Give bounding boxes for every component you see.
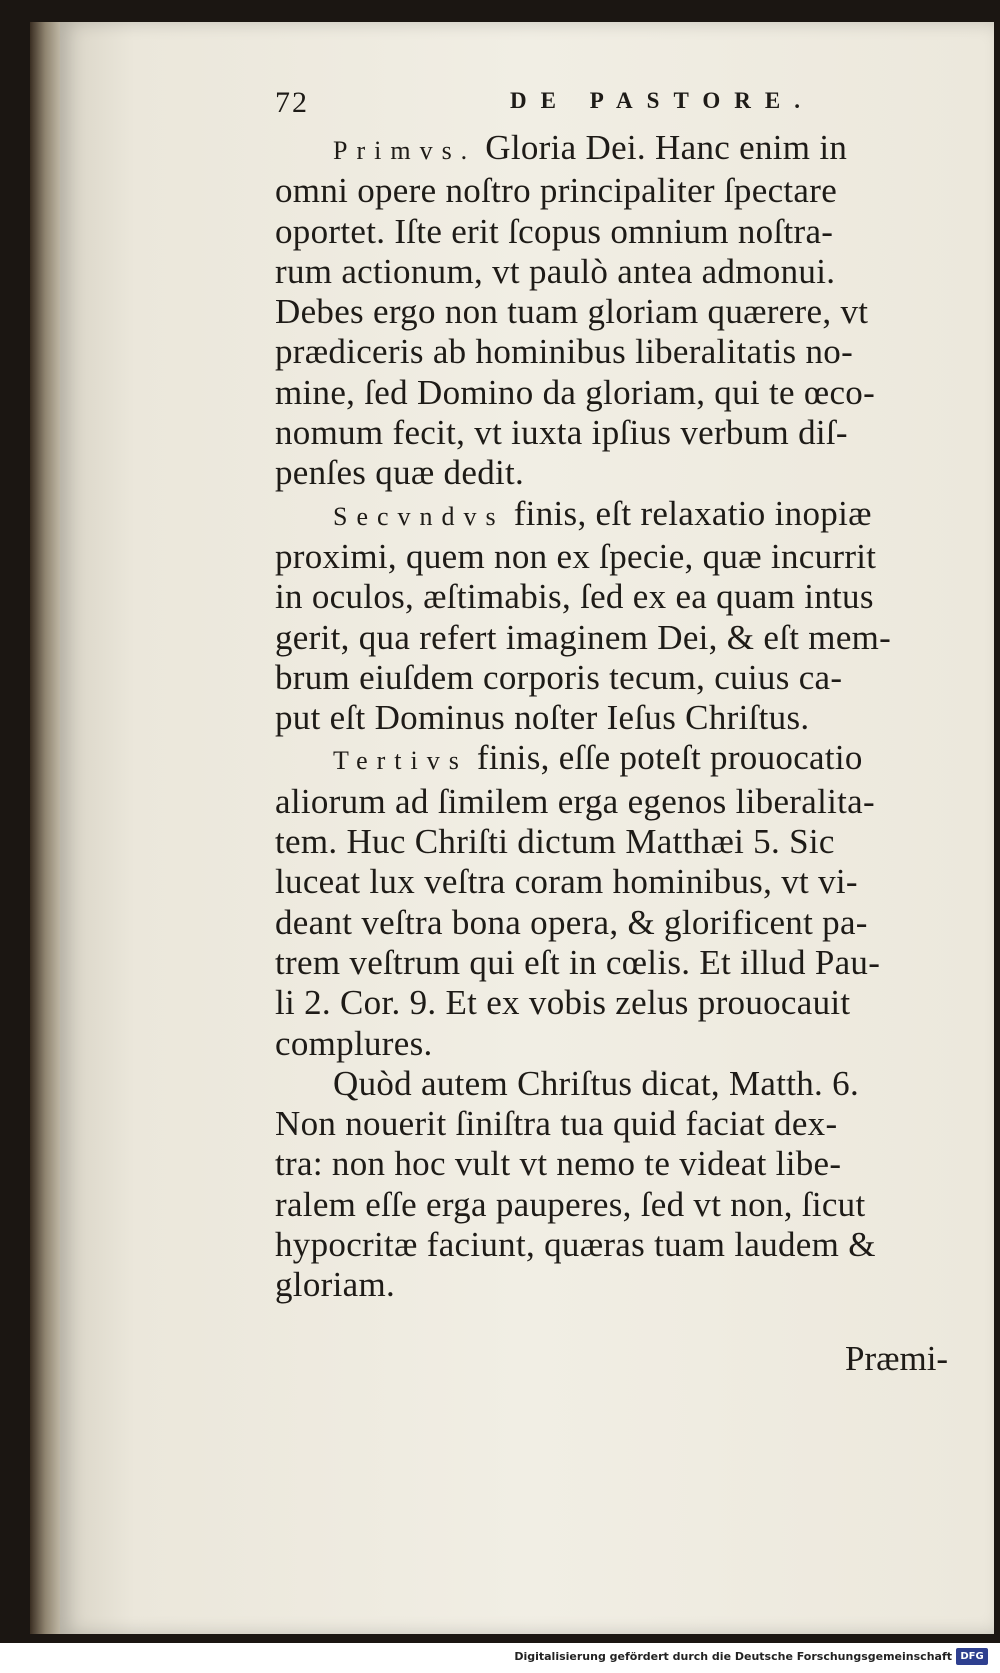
running-head (275, 86, 975, 128)
page-text-block (275, 86, 975, 1306)
line-text: finis, eſſe poteſt prouocatio (467, 738, 863, 778)
running-title: DE PASTORE. (510, 88, 814, 113)
text-line: rum actionum, vt paulò antea admonui. (275, 251, 836, 291)
text-line: trem veſtrum qui eſt in cœlis. Et illud Pau- (275, 942, 881, 982)
text-line: li 2. Cor. 9. Et ex vobis zelus prouocauit (275, 983, 851, 1023)
text-line: put eſt Dominus noſter Ieſus Chriſtus. (275, 698, 810, 738)
text-line (275, 494, 975, 537)
digitization-footer (0, 1643, 1000, 1673)
text-line: tem. Huc Chriſti dictum Matthæi 5. Sic (275, 822, 835, 862)
line-text: finis, eſt relaxatio inopiæ (504, 493, 872, 533)
text-line: omni opere noſtro principaliter ſpectare (275, 171, 838, 211)
text-line: penſes quæ dedit. (275, 453, 525, 493)
text-line: Quòd autem Chriſtus dicat, Matth. 6. (333, 1063, 860, 1103)
text-line: complures. (275, 1023, 433, 1063)
text-line: proximi, quem non ex ſpecie, quæ incurrit (275, 536, 877, 576)
text-line: Non nouerit ſiniſtra tua quid faciat dex- (275, 1104, 838, 1144)
small-caps-lead: Secvndvs (333, 501, 505, 531)
text-line: nomum fecit, vt iuxta ipſius verbum diſ- (275, 413, 848, 453)
body-text (275, 128, 975, 1306)
text-line: gloriam. (275, 1265, 396, 1305)
funding-credit: Digitalisierung gefördert durch die Deutsche Forschungsgemeinschaft (514, 1650, 952, 1663)
text-line: tra: non hoc vult vt nemo te videat libe- (275, 1144, 842, 1184)
small-caps-lead: Tertivs (333, 746, 468, 776)
small-caps-lead: Primvs. (333, 136, 477, 165)
dfg-logo: DFG (956, 1648, 988, 1665)
text-line: hypocritæ faciunt, quæras tuam laudem & (275, 1225, 876, 1265)
text-line (275, 128, 975, 171)
text-line: prædiceris ab hominibus liberalitatis no- (275, 332, 854, 372)
catchword: Præmi- (845, 1339, 949, 1378)
text-line: deant veſtra bona opera, & glorificent pa- (275, 902, 868, 942)
text-line (275, 738, 975, 781)
page-number: 72 (275, 86, 309, 119)
text-line: oportet. Iſte erit ſcopus omnium noſtra- (275, 211, 834, 251)
text-line: in oculos, æſtimabis, ſed ex ea quam intus (275, 577, 874, 617)
text-line: luceat lux veſtra coram hominibus, vt vi- (275, 862, 858, 902)
text-line: aliorum ad ſimilem erga egenos liberalita- (275, 781, 875, 821)
text-line: Debes ergo non tuam gloriam quærere, vt (275, 292, 869, 332)
line-text: Gloria Dei. Hanc enim in (476, 128, 848, 167)
book-spine-shadow (30, 22, 64, 1634)
text-line: mine, ſed Domino da gloriam, qui te œco- (275, 372, 876, 412)
text-line: brum eiuſdem corporis tecum, cuius ca- (275, 657, 843, 697)
text-line: ralem eſſe erga pauperes, ſed vt non, ſicut (275, 1184, 866, 1224)
text-line: gerit, qua refert imaginem Dei, & eſt mem- (275, 617, 892, 657)
